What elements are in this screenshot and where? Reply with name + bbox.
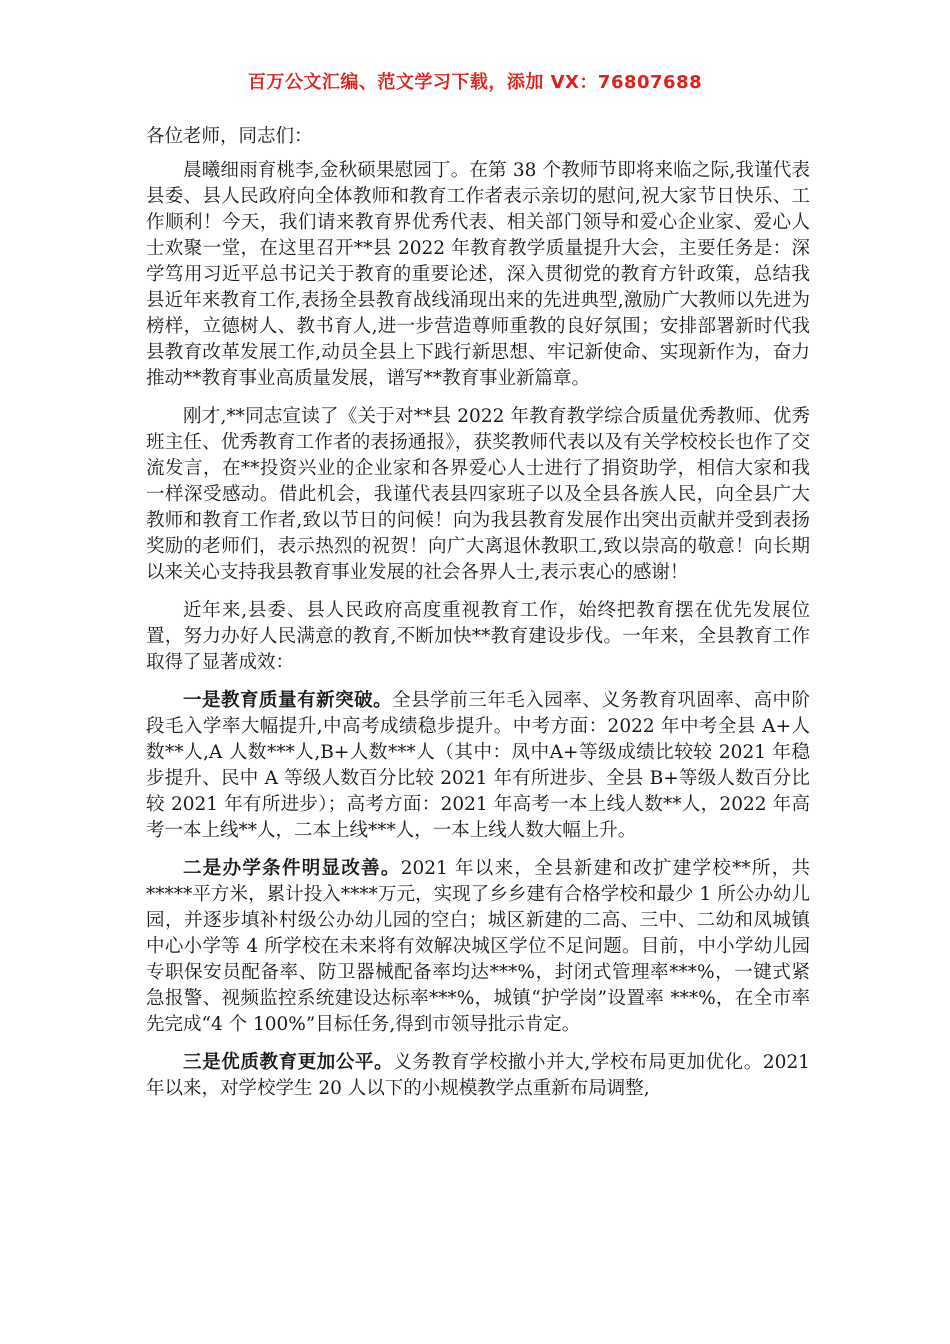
paragraph-lead: 三是优质教育更加公平。 <box>183 1052 394 1073</box>
paragraph-conditions <box>146 856 810 1038</box>
paragraph-text: 2021 年以来，全县新建和改扩建学校**所，共*****平方米，累计投入****万元，实现了乡乡建有合格学校和最少 1 所公办幼儿园，并逐步填补村级公办幼儿园的空白；城区新建的二高、三中、二幼和凤城镇中心小学等 4 所学校在未来将有效解决城区学位不足问题。目前，中小学幼儿园专职保安员配备率、防卫器械配备率均达***%，封闭式管理率***%，一键式紧急报警、视频监控系统建设达标率***%，城镇“护学岗”设置率 ***%，在全市率先完成“4 个 100%”目标任务,得到市领导批示肯定。 <box>146 858 810 1035</box>
paragraph-achievements-intro <box>146 598 810 676</box>
paragraph-text: 义务教育学校撤小并大,学校布局更加优化。2021 年以来，对学校学生 20 人以下的小规模教学点重新布局调整, <box>146 1052 810 1099</box>
download-banner: 百万公文汇编、范文学习下载，添加 VX：76807688 <box>247 72 703 93</box>
speech-body <box>146 124 810 1114</box>
paragraph-text: 全县学前三年毛入园率、义务教育巩固率、高中阶段毛入学率大幅提升,中高考成绩稳步提升。中考方面：2022 年中考全县 A+人数**人,A 人数***人,B+人数***人（其中：凤中A+等级成绩比较较 2021 年稳步提升、民中 A 等级人数百分比较 2021 年有所进步、全县 B+等级人数百分比较 2021 年有所进步）；高考方面：2021 年高考一本上线人数**人，2022 年高考一本上线**人，二本上线***人，一本上线人数大幅上升。 <box>146 690 810 841</box>
paragraph-lead: 一是教育质量有新突破。 <box>183 690 393 711</box>
paragraph-opening <box>146 158 810 392</box>
paragraph-fairness <box>146 1050 810 1102</box>
paragraph-commendation <box>146 404 810 586</box>
paragraph-text: 刚才,**同志宣读了《关于对**县 2022 年教育教学综合质量优秀教师、优秀班主任、优秀教育工作者的表扬通报》，获奖教师代表以及有关学校校长也作了交流发言，在**投资兴业的企业家和各界爱心人士进行了捐资助学，相信大家和我一样深受感动。借此机会，我谨代表县四家班子以及全县各族人民，向全县广大教师和教育工作者,致以节日的问候！向为我县教育发展作出突出贡献并受到表扬奖励的老师们，表示热烈的祝贺！向广大离退休教职工,致以崇高的敬意！向长期以来关心支持我县教育事业发展的社会各界人士,表示衷心的感谢！ <box>146 406 810 583</box>
paragraph-lead: 二是办学条件明显改善。 <box>183 858 401 879</box>
paragraph-quality <box>146 688 810 844</box>
paragraph-text: 晨曦细雨育桃李,金秋硕果慰园丁。在第 38 个教师节即将来临之际,我谨代表县委、县人民政府向全体教师和教育工作者表示亲切的慰问,祝大家节日快乐、工作顺利！今天，我们请来教育界优秀代表、相关部门领导和爱心企业家、爱心人士欢聚一堂，在这里召开**县 2022 年教育教学质量提升大会，主要任务是：深学笃用习近平总书记关于教育的重要论述，深入贯彻党的教育方针政策，总结我县近年来教育工作,表扬全县教育战线涌现出来的先进典型,激励广大教师以先进为榜样，立德树人、教书育人,进一步营造尊师重教的良好氛围；安排部署新时代我县教育改革发展工作,动员全县上下践行新思想、牢记新使命、实现新作为，奋力推动**教育事业高质量发展，谱写**教育事业新篇章。 <box>146 160 810 389</box>
greeting-line: 各位老师，同志们： <box>146 126 313 147</box>
paragraph-text: 近年来,县委、县人民政府高度重视教育工作，始终把教育摆在优先发展位置，努力办好人民满意的教育,不断加快**教育建设步伐。一年来，全县教育工作取得了显著成效： <box>146 600 810 673</box>
